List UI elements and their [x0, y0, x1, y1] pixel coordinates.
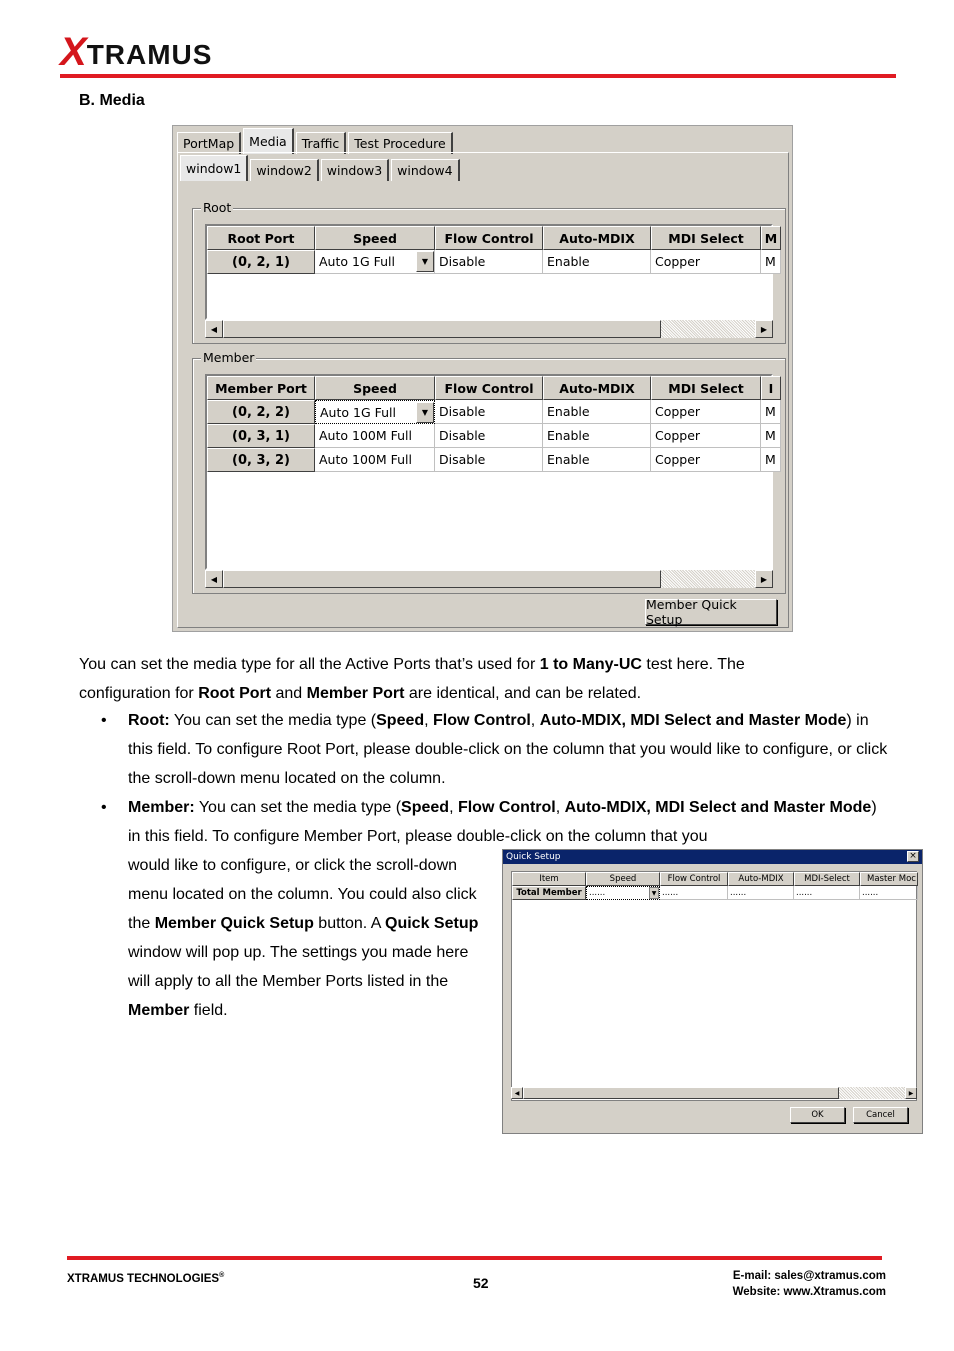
- mdi-cell[interactable]: Copper: [651, 400, 761, 424]
- table-row[interactable]: [207, 250, 776, 274]
- row-header-port: (0, 3, 2): [207, 448, 315, 472]
- bold-text: Speed: [401, 799, 450, 816]
- bold-text: Root:: [128, 712, 170, 729]
- member-quick-setup-button[interactable]: Member Quick Setup: [645, 599, 777, 625]
- col-speed[interactable]: Speed: [315, 376, 435, 400]
- tab-media[interactable]: Media: [243, 128, 294, 154]
- flow-cell[interactable]: Disable: [435, 250, 543, 274]
- root-group-label: Root: [203, 200, 232, 215]
- top-tab-bar: [177, 128, 455, 154]
- scroll-thumb[interactable]: [523, 1087, 839, 1099]
- company-logo: [60, 30, 213, 74]
- col-master-mode[interactable]: Master Moc: [860, 872, 918, 886]
- bold-text: Auto-MDIX, MDI Select and Master Mode: [539, 712, 847, 729]
- tab-window4[interactable]: window4: [391, 159, 459, 181]
- bullet-icon: •: [101, 712, 107, 729]
- scroll-right-icon[interactable]: ▶: [905, 1087, 917, 1099]
- flow-cell[interactable]: ......: [660, 886, 728, 900]
- flow-cell[interactable]: Disable: [435, 424, 543, 448]
- col-flow-control[interactable]: Flow Control: [435, 226, 543, 250]
- mdi-cell[interactable]: Copper: [651, 250, 761, 274]
- text: window will pop up. The settings you made here will apply to all the Member Ports listed in the: [128, 944, 469, 990]
- company-name: XTRAMUS TECHNOLOGIES: [67, 1272, 220, 1285]
- text: ,: [555, 799, 565, 816]
- scroll-left-icon[interactable]: ◀: [205, 320, 223, 338]
- chevron-down-icon[interactable]: ▼: [649, 887, 659, 899]
- member-hscrollbar[interactable]: [205, 570, 773, 588]
- mdix-cell[interactable]: Enable: [543, 250, 651, 274]
- speed-cell[interactable]: [586, 886, 660, 900]
- speed-value: Auto 1G Full: [319, 254, 395, 269]
- tab-traffic[interactable]: Traffic: [296, 132, 347, 154]
- media-config-panel: [172, 125, 793, 632]
- col-root-port[interactable]: Root Port: [207, 226, 315, 250]
- bold-text: Root Port: [198, 685, 272, 702]
- ok-button[interactable]: OK: [790, 1107, 845, 1123]
- col-mdi-select[interactable]: MDI Select: [651, 226, 761, 250]
- text: ) in this field. To configure Member Port, please double-click on the column that you: [128, 799, 877, 845]
- window-tab-bar: [180, 155, 462, 181]
- text: ,: [424, 712, 434, 729]
- tab-window2[interactable]: window2: [250, 159, 318, 181]
- quick-setup-title: Quick Setup: [506, 852, 561, 862]
- col-more[interactable]: I: [761, 376, 781, 400]
- speed-cell[interactable]: [315, 250, 435, 274]
- logo-wordmark: TRAMUS: [86, 39, 213, 70]
- mdix-cell[interactable]: Enable: [543, 448, 651, 472]
- text: ,: [530, 712, 540, 729]
- row-header-port: (0, 2, 2): [207, 400, 315, 424]
- mdi-cell[interactable]: ......: [794, 886, 860, 900]
- speed-cell[interactable]: Auto 100M Full: [315, 424, 435, 448]
- tab-window3[interactable]: window3: [321, 159, 389, 181]
- speed-value: ......: [589, 888, 606, 898]
- col-more[interactable]: M: [761, 226, 781, 250]
- more-cell[interactable]: M: [761, 448, 781, 472]
- quick-setup-dialog: [502, 849, 923, 1134]
- flow-cell[interactable]: Disable: [435, 400, 543, 424]
- table-row[interactable]: [207, 400, 776, 424]
- root-grid: [205, 224, 778, 320]
- row-header-port: (0, 3, 1): [207, 424, 315, 448]
- text: You can set the media type (: [169, 712, 377, 729]
- footer-contact: [733, 1268, 886, 1300]
- logo-x: X: [60, 30, 85, 74]
- col-auto-mdix[interactable]: Auto-MDIX: [543, 376, 651, 400]
- root-grid-header: [207, 226, 778, 250]
- section-title: B. Media: [79, 92, 145, 109]
- text: You can set the media type for all the Active Ports that’s used for: [79, 656, 540, 673]
- bold-text: Member Port: [306, 685, 405, 702]
- mdi-cell[interactable]: Copper: [651, 424, 761, 448]
- table-row[interactable]: [207, 448, 776, 472]
- footer-company: [67, 1272, 224, 1285]
- speed-cell[interactable]: [315, 400, 435, 424]
- speed-cell[interactable]: Auto 100M Full: [315, 448, 435, 472]
- col-speed[interactable]: Speed: [315, 226, 435, 250]
- scroll-left-icon[interactable]: ◀: [511, 1087, 523, 1099]
- scroll-thumb[interactable]: [223, 570, 661, 588]
- text: ,: [449, 799, 458, 816]
- cancel-button[interactable]: Cancel: [853, 1107, 908, 1123]
- col-item[interactable]: Item: [512, 872, 586, 886]
- scroll-thumb[interactable]: [223, 320, 661, 338]
- quick-setup-hscrollbar[interactable]: [511, 1087, 917, 1099]
- chevron-down-icon[interactable]: ▼: [416, 251, 434, 272]
- footer-rule: [67, 1256, 882, 1260]
- col-mdi-select[interactable]: MDI-Select: [794, 872, 860, 886]
- more-cell[interactable]: M: [761, 400, 781, 424]
- member-bullet-continued: [128, 851, 488, 1025]
- text: field.: [189, 1002, 228, 1019]
- quick-setup-header: [512, 872, 916, 886]
- master-cell[interactable]: ......: [860, 886, 918, 900]
- text: are identical, and can be related.: [404, 685, 642, 702]
- bold-text: Quick Setup: [385, 915, 479, 932]
- col-mdi-select[interactable]: MDI Select: [651, 376, 761, 400]
- bold-text: Speed: [376, 712, 425, 729]
- page-number: 52: [473, 1275, 489, 1291]
- text: and: [271, 685, 307, 702]
- bold-text: Member Quick Setup: [154, 915, 314, 932]
- text: would like to configure, or click the scroll-down menu located on the column. You could also click the: [128, 857, 477, 932]
- tab-portmap[interactable]: PortMap: [177, 132, 241, 154]
- col-auto-mdix[interactable]: Auto-MDIX: [728, 872, 794, 886]
- text: You can set the media type (: [194, 799, 402, 816]
- more-cell[interactable]: M: [761, 424, 781, 448]
- bold-text: 1 to Many-UC: [539, 656, 642, 673]
- registered-mark: ®: [219, 1272, 225, 1279]
- col-flow-control[interactable]: Flow Control: [660, 872, 728, 886]
- col-flow-control[interactable]: Flow Control: [435, 376, 543, 400]
- chevron-down-icon[interactable]: ▼: [416, 402, 434, 423]
- bold-text: Auto-MDIX, MDI Select and Master Mode: [564, 799, 872, 816]
- quick-setup-titlebar: [503, 850, 922, 864]
- root-hscrollbar[interactable]: [205, 320, 773, 338]
- col-auto-mdix[interactable]: Auto-MDIX: [543, 226, 651, 250]
- footer-email[interactable]: E-mail: sales@xtramus.com: [732, 1270, 886, 1282]
- bold-text: Member:: [128, 799, 195, 816]
- root-group: [192, 200, 786, 344]
- text: ) in this field. To configure Root Port, please double-click on the column that you would like to configure, or click the scroll-down menu located on the column.: [128, 712, 888, 787]
- footer-website[interactable]: Website: www.Xtramus.com: [732, 1286, 886, 1298]
- bold-text: Flow Control: [457, 799, 556, 816]
- col-speed[interactable]: Speed: [586, 872, 660, 886]
- intro-paragraph: [79, 650, 839, 708]
- member-grid-header: [207, 376, 774, 400]
- mdi-cell[interactable]: Copper: [651, 448, 761, 472]
- scroll-left-icon[interactable]: ◀: [205, 570, 223, 588]
- table-row[interactable]: [512, 886, 916, 900]
- member-grid: [205, 374, 776, 570]
- text: test here. The configuration for: [79, 656, 745, 702]
- root-bullet: [79, 706, 889, 793]
- member-group: [192, 350, 786, 594]
- mdix-cell[interactable]: Enable: [543, 400, 651, 424]
- bold-text: Member: [128, 1002, 190, 1019]
- header-rule: [60, 74, 896, 78]
- text: button. A: [313, 915, 386, 932]
- tab-window1[interactable]: window1: [180, 155, 248, 181]
- row-header-port: (0, 2, 1): [207, 250, 315, 274]
- quick-setup-grid: [511, 871, 917, 1101]
- bullet-icon: •: [101, 799, 107, 816]
- scroll-right-icon[interactable]: ▶: [755, 570, 773, 588]
- close-icon[interactable]: ×: [907, 851, 919, 862]
- more-cell[interactable]: M: [761, 250, 781, 274]
- tab-test-procedure[interactable]: Test Procedure: [348, 132, 452, 154]
- member-group-label: Member: [203, 350, 255, 365]
- scroll-right-icon[interactable]: ▶: [755, 320, 773, 338]
- col-member-port[interactable]: Member Port: [207, 376, 315, 400]
- table-row[interactable]: [207, 424, 776, 448]
- speed-value: Auto 1G Full: [320, 404, 396, 420]
- flow-cell[interactable]: Disable: [435, 448, 543, 472]
- mdix-cell[interactable]: ......: [728, 886, 794, 900]
- mdix-cell[interactable]: Enable: [543, 424, 651, 448]
- bold-text: Flow Control: [433, 712, 531, 729]
- media-tab-body: [177, 152, 789, 628]
- row-header-total-member: Total Member: [512, 886, 586, 900]
